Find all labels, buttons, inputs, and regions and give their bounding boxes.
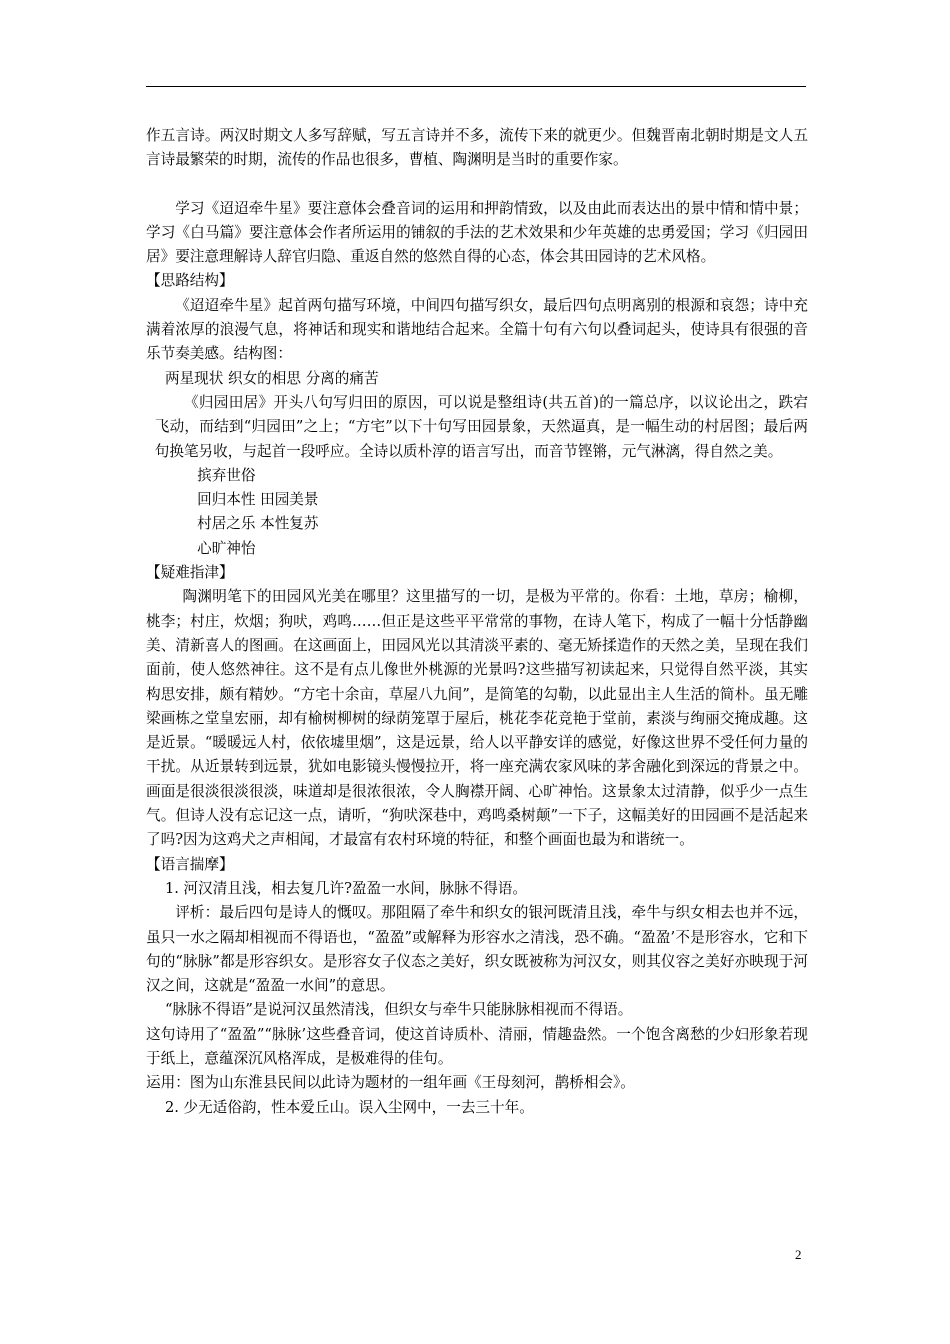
section-heading-structure: 【思路结构】 [146, 272, 234, 290]
header-rule [146, 86, 806, 87]
section-heading-language: 【语言揣摩】 [146, 855, 234, 873]
usage-paragraph: 运用：图为山东淮县民间以此诗为题材的一组年画《王母刻河，鹊桥相会》。 [146, 1074, 635, 1092]
page-number: 2 [795, 1247, 802, 1262]
structure-item: 心旷神怡 [197, 539, 256, 557]
structure-item: 摈弃世俗 [197, 466, 256, 484]
study-guide-paragraph: 学习《迢迢牵牛星》要注意体会叠音词的运用和押韵情致，以及由此而表达出的景中情和情中景；学习《白马篇》要注意体会作者所运用的铺叙的手法的艺术效果和少年英雄的忠勇爱国；学习《归园田居》要注意理解诗人辞官归隐、重返自然的悠然自得的心态，体会其田园诗的艺术风格。 [146, 199, 808, 266]
structure-diagram-line: 两星现状 织女的相思 分离的痛苦 [164, 369, 379, 387]
paragraph-gap [146, 173, 808, 197]
difficulty-paragraph: 陶渊明笔下的田园风光美在哪里？这里描写的一切，是极为平常的。你看：土地，草房；榆柳，桃李；村庄，炊烟；狗吠，鸡鸣……但正是这些平平常常的事物，在诗人笔下，构成了一幅十分恬静幽美、清新喜人的图画。在这画面上，田园风光以其清淡平素的、毫无矫揉造作的天然之美，呈现在我们面前，使人悠然神往。这不是有点儿像世外桃源的光景吗?这些描写初读起来，只觉得自然平淡，其实构思安排，颇有精妙。“方宅十余亩，草屋八九间”，是简笔的勾勒，以此显出主人生活的简朴。虽无雕梁画栋之堂皇宏丽，却有榆树柳树的绿荫笼罩于屋后，桃花李花竞艳于堂前，素淡与绚丽交掩成趣。这是近景。“暖暖远人村，依依墟里烟”，这是远景，给人以平静安详的感觉，好像这世界不受任何力量的干扰。从近景转到远景，犹如电影镜头慢慢拉开，将一座充满农家风味的茅舍融化到深远的背景之中。画面是很淡很淡很淡，味道却是很浓很浓，令人胸襟开阔、心旷神怡。这景象太过清静，似乎少一点生气。但诗人没有忘记这一点，请听，“狗吠深巷中，鸡鸣桑树颠”一下子，这幅美好的田园画不是活起来了吗?因为这鸡犬之声相闻，才最富有农村环境的特征，和整个画面也最为和谐统一。 [146, 588, 808, 849]
intro-paragraph: 作五言诗。两汉时期文人多写辞赋，写五言诗并不多，流传下来的就更少。但魏晋南北朝时期是文人五言诗最繁荣的时期，流传的作品也很多，曹植、陶渊明是当时的重要作家。 [146, 127, 808, 169]
structure-paragraph-1: 《迢迢牵牛星》起首两句描写环境，中间四句描写织女，最后四句点明离别的根源和哀怨；诗中充满着浓厚的浪漫气息，将神话和现实和谐地结合起来。全篇十句有六句以叠词起头，使诗具有很强的音乐节奏美感。结构图： [146, 296, 808, 363]
analysis-paragraph-2: “脉脉不得语”是说河汉虽然清浅，但织女与牵牛只能脉脉相视而不得语。 [164, 1001, 633, 1019]
poem-line-1: 1. 河汉清且浅，相去复几许?盈盈一水间，脉脉不得语。 [164, 879, 528, 897]
document-body [146, 124, 808, 1120]
analysis-paragraph: 评析：最后四句是诗人的慨叹。那阻隔了牵牛和织女的银河既清且浅，牵牛与织女相去也并不远，虽只一水之隔却相视而不得语也，“盈盈”或解释为形容水之清浅，恐不确。“盈盈’不是形容水，它和下句的“脉脉”都是形容织女。是形容女子仪态之美好，织女既被称为河汉女，则其仪容之美好亦映现于河汉之间，这就是“盈盈一水间”的意思。 [146, 904, 808, 995]
structure-item: 回归本性 田园美景 [197, 491, 319, 509]
poem-line-2: 2. 少无适俗韵，性本爱丘山。误入尘网中，一去三十年。 [164, 1098, 534, 1116]
analysis-paragraph-3: 这句诗用了“盈盈”“脉脉’这些叠音词，使这首诗质朴、清丽，情趣盎然。一个饱含离愁的少妇形象若现于纸上，意蕴深沉风格浑成，是极难得的佳句。 [146, 1025, 808, 1067]
structure-item: 村居之乐 本性复苏 [197, 515, 319, 533]
section-heading-difficulty: 【疑难指津】 [146, 564, 234, 582]
structure-paragraph-2: 《归园田居》开头八句写归田的原因，可以说是整组诗(共五首)的一篇总序，以议论出之，跌宕飞动，而结到“归园田”之上；“方宅”以下十句写田园景象，天然逼真，是一幅生动的村居图；最后两句换笔另收，与起首一段呼应。全诗以质朴淳的语言写出，而音节铿锵，元气淋漓，得自然之美。 [154, 393, 808, 460]
